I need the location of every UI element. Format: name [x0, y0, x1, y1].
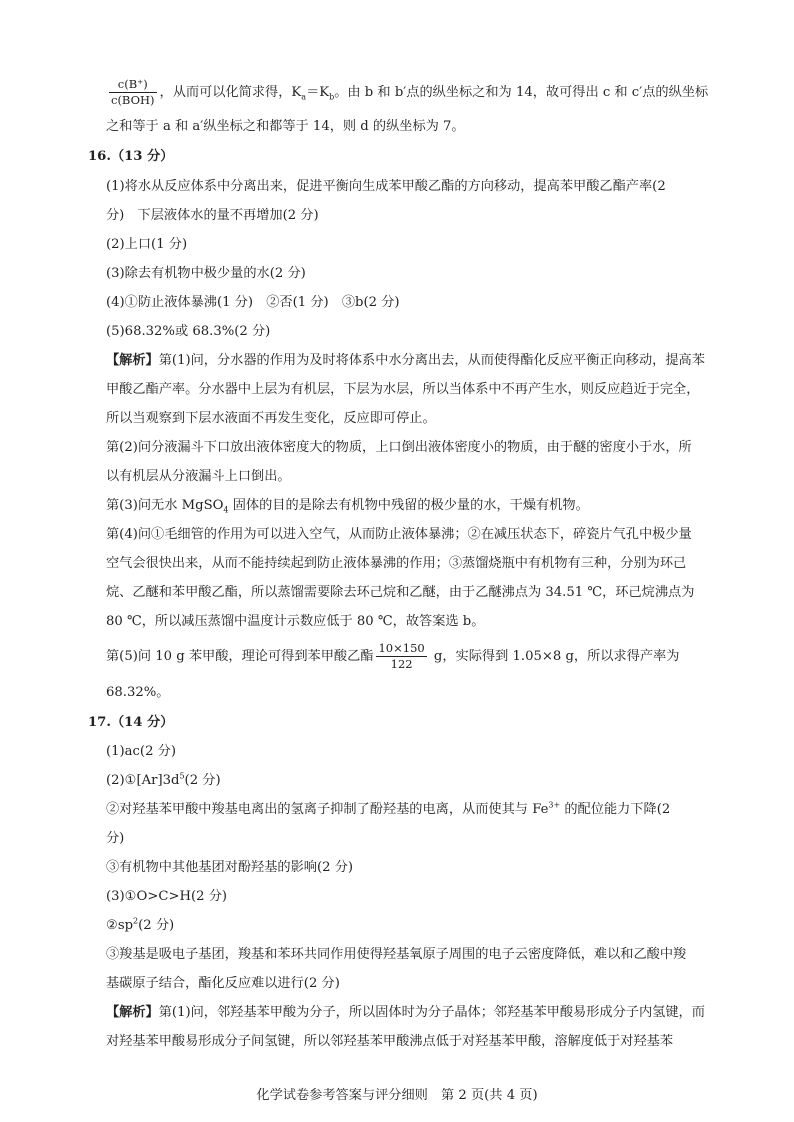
superscript: 2: [133, 916, 139, 926]
subscript: 4: [223, 505, 229, 515]
fraction-numerator: 10×150: [378, 641, 425, 655]
q16-answer-1-cont: 分) 下层液体水的量不再增加(2 分): [106, 208, 319, 223]
text: 第(1)问，邻羟基苯甲酸为分子，所以固体时为分子晶体；邻羟基苯甲酸易形成分子内氢键，而: [158, 1005, 705, 1020]
q17-answer-2b-cont: 分): [106, 831, 125, 846]
fraction-denominator: 122: [390, 657, 413, 671]
text: (2 分): [184, 773, 221, 788]
text: 固体的目的是除去有机物中残留的极少量的水，干燥有机物。: [228, 498, 589, 513]
q16-answer-5: (5)68.32%或 68.3%(2 分): [106, 324, 271, 339]
fraction-denominator: c(BOH): [111, 93, 155, 107]
q16-explanation-1c: 所以当观察到下层水液面不再发生变化，反应即可停止。: [106, 411, 436, 426]
text: ②对羟基苯甲酸中羧基电离出的氢离子抑制了酚羟基的电离，从而使其与 Fe: [106, 802, 549, 817]
q16-explanation-2a: 第(2)问分液漏斗下口放出液体密度大的物质，上口倒出液体密度小的物质，由于醚的密度小于水，所: [106, 440, 692, 455]
q17-answer-3c-cont: 基碳原子结合，酯化反应难以进行(2 分): [106, 976, 340, 991]
text: (2 分): [138, 918, 175, 933]
q16-explanation-4a: 第(4)问①毛细管的作用为可以进入空气，从而防止液体暴沸；②在减压状态下，碎瓷片气孔中极少量: [106, 527, 692, 542]
concentration-fraction: [109, 77, 157, 108]
text: ，从而可以化简求得，K: [159, 85, 302, 100]
q17-answer-3c: ③羧基是吸电子基团，羧基和苯环共同作用使得羟基氧原子周围的电子云密度降低，难以和乙酸中羧: [106, 947, 687, 962]
text: ②sp: [106, 918, 134, 933]
text: g，实际得到 1.05×8 g，所以求得产率为: [429, 649, 680, 664]
top-line-1: [106, 77, 708, 108]
question-16-header: 16.（13 分）: [88, 149, 174, 164]
superscript: 3+: [548, 800, 561, 810]
q16-explanation-5b: 68.32%。: [106, 685, 170, 700]
superscript: 5: [179, 771, 185, 781]
question-17-header: 17.（14 分）: [88, 715, 174, 730]
q16-answer-1: (1)将水从反应体系中分离出来，促进平衡向生成苯甲酸乙酯的方向移动，提高苯甲酸乙酯产率(2: [106, 179, 666, 194]
q17-answer-2: [106, 771, 221, 791]
explanation-tag: 【解析】: [106, 353, 159, 368]
subscript: a: [301, 92, 307, 102]
q16-explanation-1b: 甲酸乙酯产率。分水器中上层为有机层，下层为水层，所以当体系中不再产生水，则反应趋近于完全，: [106, 382, 700, 397]
text: ＝K: [306, 85, 330, 100]
q16-answer-2: (2)上口(1 分): [106, 237, 188, 252]
q16-explanation-2b: 以有机层从分液漏斗上口倒出。: [106, 469, 291, 484]
q16-explanation-4d: 80 ℃，所以减压蒸馏中温度计示数应低于 80 ℃，故答案选 b。: [106, 614, 485, 629]
explanation-tag: 【解析】: [106, 1005, 159, 1020]
q17-answer-3b: [106, 916, 174, 936]
q17-answer-3: (3)①O>C>H(2 分): [106, 889, 228, 904]
q16-explanation-3: [106, 496, 589, 516]
page-footer: 化学试卷参考答案与评分细则 第 2 页(共 4 页): [256, 1088, 538, 1103]
q17-answer-2c: ③有机物中其他基团对酚羟基的影响(2 分): [106, 860, 354, 875]
q16-answer-3: (3)除去有机物中极少量的水(2 分): [106, 266, 306, 281]
q17-explanation-1: [106, 1003, 705, 1023]
q16-explanation-1: [106, 351, 705, 371]
subscript: b: [329, 92, 335, 102]
q16-answer-4: (4)①防止液体暴沸(1 分) ②否(1 分) ③b(2 分): [106, 295, 400, 310]
text: 的配位能力下降(2: [560, 802, 671, 817]
text: (2)①[Ar]3d: [106, 773, 180, 788]
q17-answer-1: (1)ac(2 分): [106, 744, 176, 759]
q16-explanation-4c: 烷、乙醚和苯甲酸乙酯，所以蒸馏需要除去环己烷和乙醚，由于乙醚沸点为 34.51 ℃，环己烷沸点为: [106, 585, 695, 600]
q17-explanation-1b: 对羟基苯甲酸易形成分子间氢键，所以邻羟基苯甲酸沸点低于对羟基苯甲酸，溶解度低于对羟基苯: [106, 1034, 674, 1049]
text: 。由 b 和 b′点的纵坐标之和为 14，故可得出 c 和 c′点的纵坐标: [334, 85, 709, 100]
top-line-2: 之和等于 a 和 a′纵坐标之和都等于 14，则 d 的纵坐标为 7。: [106, 119, 465, 134]
q17-answer-2b: [106, 800, 670, 820]
text: 第(3)问无水 MgSO: [106, 498, 224, 513]
yield-fraction: [376, 641, 426, 672]
text: 第(1)问，分水器的作用为及时将体系中水分离出去，从而使得酯化反应平衡正向移动，提高苯: [158, 353, 705, 368]
text: 第(5)问 10 g 苯甲酸，理论可得到苯甲酸乙酯: [106, 649, 374, 664]
fraction-numerator: c(B⁺): [109, 77, 157, 93]
q16-explanation-5: [106, 641, 679, 672]
q16-explanation-4b: 空气会很快出来，从而不能持续起到防止液体暴沸的作用；③蒸馏烧瓶中有机物有三种，分别为环己: [106, 556, 687, 571]
